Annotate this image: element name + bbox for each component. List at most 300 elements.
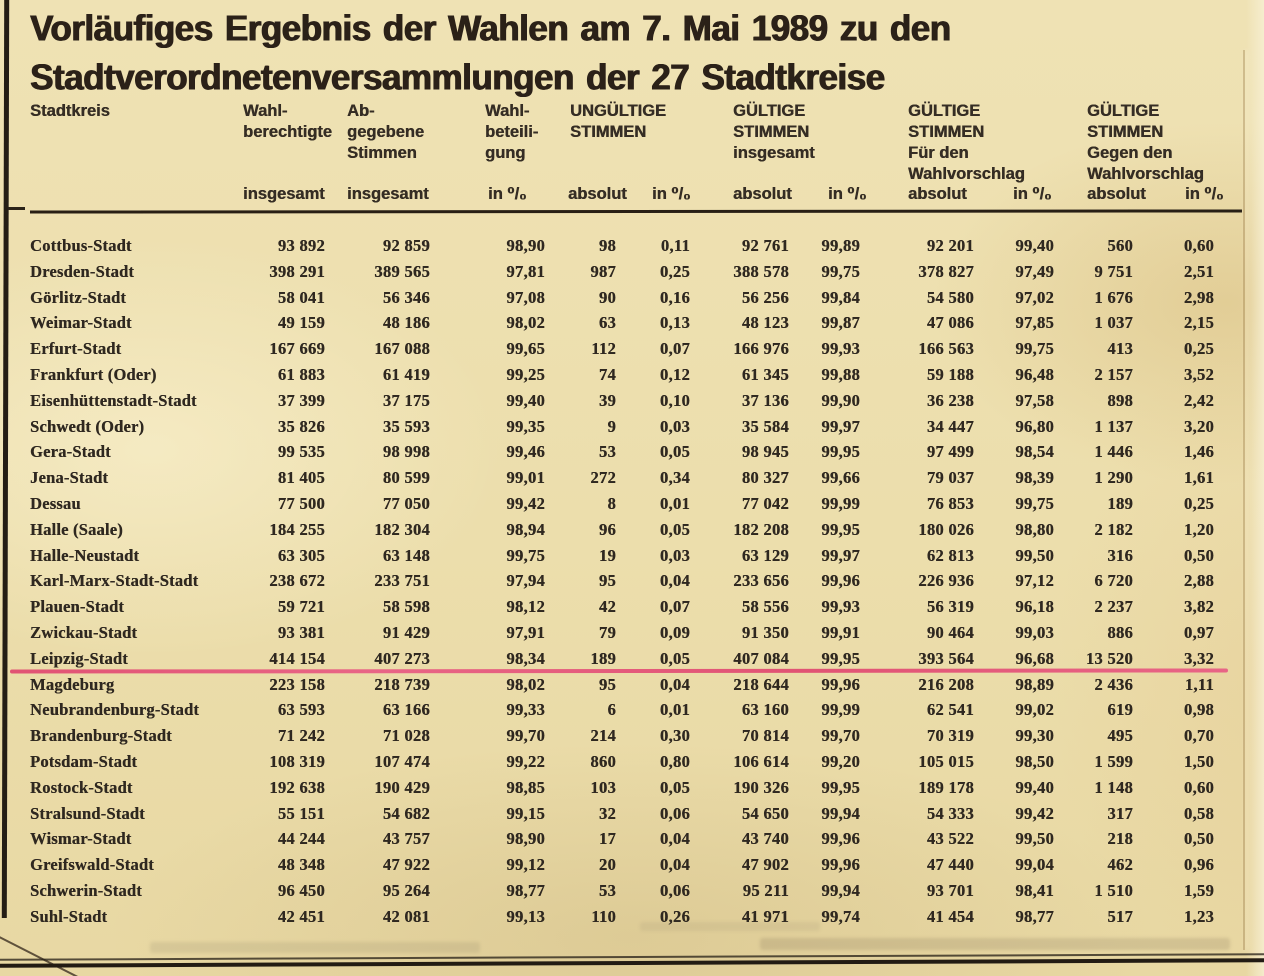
value-cell: 2,88 [1183, 571, 1214, 591]
headline-line1: Vorläufiges Ergebnis der Wahlen am 7. Mai 1989 zu den [30, 8, 951, 49]
value-cell: 99,88 [821, 364, 860, 384]
value-cell: 37 136 [741, 390, 789, 410]
table-row [30, 826, 1216, 852]
value-cell: 97,02 [1015, 287, 1054, 307]
value-cell: 63 160 [741, 700, 789, 720]
value-cell: 99,95 [821, 777, 860, 797]
value-cell: 96,48 [1015, 364, 1054, 384]
table-row [30, 543, 1216, 569]
value-cell: 3,52 [1183, 364, 1214, 384]
value-cell: 407 084 [733, 648, 789, 668]
value-cell: 99,70 [821, 726, 860, 746]
value-cell: 189 178 [918, 777, 974, 797]
value-cell: 92 201 [926, 236, 974, 255]
value-cell: 42 081 [382, 906, 430, 926]
table-row [30, 646, 1216, 672]
value-cell: 97,94 [506, 571, 545, 591]
value-cell: 2,51 [1183, 261, 1214, 281]
subheader-in-prozent-2: in ⁰/₀ [652, 185, 691, 203]
stadtkreis-cell: Frankfurt (Oder) [30, 364, 157, 384]
value-cell: 81 405 [277, 468, 325, 488]
table-row [30, 620, 1216, 646]
value-cell: 58 041 [277, 287, 325, 307]
value-cell: 96 [598, 519, 616, 539]
value-cell: 0,04 [659, 855, 690, 875]
value-cell: 63 166 [382, 700, 430, 720]
table-rows [30, 233, 1216, 930]
value-cell: 6 720 [1094, 571, 1133, 591]
value-cell: 3,82 [1183, 597, 1214, 617]
table-row [30, 672, 1216, 698]
value-cell: 61 883 [277, 364, 325, 384]
table-row [30, 852, 1216, 878]
value-cell: 91 429 [382, 622, 430, 642]
value-cell: 0,34 [659, 468, 690, 488]
value-cell: 223 158 [269, 674, 325, 694]
value-cell: 99,94 [821, 803, 860, 823]
value-cell: 70 319 [926, 726, 974, 746]
value-cell: 0,70 [1183, 726, 1214, 746]
value-cell: 99,70 [506, 726, 545, 746]
stadtkreis-cell: Dessau [30, 493, 81, 513]
value-cell: 99,50 [1015, 829, 1054, 849]
value-cell: 3,20 [1183, 416, 1214, 436]
stadtkreis-cell: Halle (Saale) [30, 519, 123, 539]
value-cell: 99,96 [821, 571, 860, 591]
table-row [30, 336, 1216, 362]
value-cell: 97,85 [1015, 313, 1054, 333]
value-cell: 63 593 [277, 700, 325, 720]
value-cell: 1,50 [1183, 751, 1214, 771]
table-row [30, 904, 1216, 930]
table-row [30, 568, 1216, 594]
value-cell: 413 [1107, 339, 1133, 359]
value-cell: 1 148 [1094, 777, 1133, 797]
value-cell: 226 936 [918, 571, 974, 591]
value-cell: 0,25 [1183, 493, 1214, 513]
stadtkreis-cell: Halle-Neustadt [30, 545, 140, 565]
value-cell: 92 859 [382, 236, 430, 255]
value-cell: 99,20 [821, 751, 860, 771]
value-cell: 98,50 [1015, 751, 1054, 771]
value-cell: 886 [1107, 622, 1133, 642]
value-cell: 1 676 [1094, 287, 1133, 307]
value-cell: 0,04 [659, 829, 690, 849]
value-cell: 95 [598, 674, 616, 694]
value-cell: 99,75 [821, 261, 860, 281]
value-cell: 99,02 [1015, 700, 1054, 720]
value-cell: 35 584 [741, 416, 789, 436]
value-cell: 0,58 [1183, 803, 1214, 823]
value-cell: 77 500 [277, 493, 325, 513]
value-cell: 98,85 [506, 777, 545, 797]
value-cell: 99,96 [821, 674, 860, 694]
value-cell: 99,03 [1015, 622, 1054, 642]
value-cell: 233 656 [733, 571, 789, 591]
value-cell: 47 440 [926, 855, 974, 875]
stadtkreis-cell: Schwedt (Oder) [30, 416, 145, 436]
value-cell: 0,98 [1183, 700, 1214, 720]
value-cell: 99,25 [506, 364, 545, 384]
value-cell: 1,23 [1183, 906, 1214, 926]
value-cell: 93 381 [277, 622, 325, 642]
value-cell: 462 [1107, 855, 1133, 875]
value-cell: 99,75 [1015, 339, 1054, 359]
value-cell: 0,04 [659, 674, 690, 694]
value-cell: 0,16 [659, 287, 690, 307]
table-row [30, 259, 1216, 285]
value-cell: 98,90 [506, 829, 545, 849]
value-cell: 560 [1107, 236, 1133, 255]
value-cell: 987 [590, 261, 616, 281]
table-row [30, 310, 1216, 336]
value-cell: 0,03 [659, 545, 690, 565]
value-cell: 1 137 [1094, 416, 1133, 436]
table-row [30, 878, 1216, 904]
value-cell: 99,12 [506, 855, 545, 875]
stadtkreis-cell: Eisenhüttenstadt-Stadt [30, 390, 197, 410]
value-cell: 47 922 [382, 855, 430, 875]
value-cell: 17 [598, 829, 616, 849]
stadtkreis-cell: Rostock-Stadt [30, 777, 133, 797]
value-cell: 79 [598, 622, 616, 642]
value-cell: 0,26 [659, 906, 690, 926]
stadtkreis-cell: Greifswald-Stadt [30, 855, 154, 875]
value-cell: 98,39 [1015, 468, 1054, 488]
value-cell: 0,06 [659, 803, 690, 823]
value-cell: 44 244 [277, 829, 325, 849]
table-row [30, 465, 1216, 491]
value-cell: 79 037 [926, 468, 974, 488]
value-cell: 2 182 [1094, 519, 1133, 539]
value-cell: 95 [598, 571, 616, 591]
value-cell: 63 148 [382, 545, 430, 565]
value-cell: 53 [598, 442, 616, 462]
value-cell: 49 159 [277, 313, 325, 333]
stadtkreis-cell: Erfurt-Stadt [30, 339, 122, 359]
value-cell: 106 614 [733, 751, 789, 771]
value-cell: 97 499 [926, 442, 974, 462]
table-row [30, 775, 1216, 801]
stadtkreis-cell: Weimar-Stadt [30, 313, 132, 333]
value-cell: 47 086 [926, 313, 974, 333]
value-cell: 62 541 [926, 700, 974, 720]
value-cell: 41 971 [741, 906, 789, 926]
table-row [30, 414, 1216, 440]
value-cell: 99,13 [506, 906, 545, 926]
value-cell: 99,97 [821, 416, 860, 436]
value-cell: 105 015 [918, 751, 974, 771]
subheader-absolut-3: absolut [908, 185, 967, 203]
value-cell: 110 [591, 906, 616, 926]
value-cell: 54 650 [741, 803, 789, 823]
value-cell: 0,05 [659, 648, 690, 668]
value-cell: 98 [598, 236, 616, 255]
value-cell: 99,91 [821, 622, 860, 642]
value-cell: 54 682 [382, 803, 430, 823]
value-cell: 97,91 [506, 622, 545, 642]
subheader-in-prozent-5: in ⁰/₀ [1185, 185, 1224, 203]
value-cell: 3,32 [1183, 648, 1214, 668]
page-edge [1246, 0, 1264, 976]
stadtkreis-cell: Magdeburg [30, 674, 115, 694]
value-cell: 99,96 [821, 829, 860, 849]
value-cell: 619 [1107, 700, 1133, 720]
subheader-absolut-4: absolut [1087, 185, 1146, 203]
header-rule [30, 209, 1242, 213]
stadtkreis-cell: Neubrandenburg-Stadt [30, 700, 200, 720]
value-cell: 898 [1107, 390, 1133, 410]
value-cell: 99,95 [821, 519, 860, 539]
value-cell: 0,04 [659, 571, 690, 591]
value-cell: 37 399 [277, 390, 325, 410]
value-cell: 42 [598, 597, 616, 617]
value-cell: 1 037 [1094, 313, 1133, 333]
value-cell: 0,05 [659, 442, 690, 462]
value-cell: 378 827 [918, 261, 974, 281]
value-cell: 189 [1107, 493, 1133, 513]
value-cell: 98 998 [382, 442, 430, 462]
subheader-in-prozent-3: in ⁰/₀ [828, 185, 867, 203]
value-cell: 95 211 [742, 880, 789, 900]
value-cell: 2 436 [1094, 674, 1133, 694]
value-cell: 2,42 [1183, 390, 1214, 410]
value-cell: 93 701 [926, 880, 974, 900]
subheader-insgesamt-1: insgesamt [243, 185, 325, 203]
value-cell: 71 028 [382, 726, 430, 746]
value-cell: 98,54 [1015, 442, 1054, 462]
value-cell: 93 892 [277, 236, 325, 255]
value-cell: 182 304 [374, 519, 430, 539]
value-cell: 77 050 [382, 493, 430, 513]
value-cell: 80 599 [382, 468, 430, 488]
value-cell: 99,35 [506, 416, 545, 436]
print-bleedthrough [640, 922, 820, 931]
value-cell: 1 446 [1094, 442, 1133, 462]
print-bleedthrough [150, 942, 480, 953]
value-cell: 107 474 [374, 751, 430, 771]
stadtkreis-cell: Stralsund-Stadt [30, 803, 145, 823]
value-cell: 99,75 [1015, 493, 1054, 513]
value-cell: 98,77 [506, 880, 545, 900]
table-row [30, 439, 1216, 465]
value-cell: 61 345 [741, 364, 789, 384]
value-cell: 90 [598, 287, 616, 307]
value-cell: 1,46 [1183, 442, 1214, 462]
value-cell: 97,58 [1015, 390, 1054, 410]
value-cell: 166 976 [733, 339, 789, 359]
value-cell: 0,50 [1183, 829, 1214, 849]
value-cell: 0,01 [659, 493, 690, 513]
value-cell: 0,09 [659, 622, 690, 642]
col-header-stadtkreis: Stadtkreis [30, 102, 110, 120]
table-row [30, 594, 1216, 620]
value-cell: 36 238 [926, 390, 974, 410]
value-cell: 1,11 [1184, 674, 1214, 694]
value-cell: 407 273 [374, 648, 430, 668]
subheader-in-prozent-4: in ⁰/₀ [1013, 185, 1052, 203]
value-cell: 35 593 [382, 416, 430, 436]
value-cell: 99,01 [506, 468, 545, 488]
stadtkreis-cell: Suhl-Stadt [30, 906, 108, 926]
value-cell: 112 [591, 339, 616, 359]
value-cell: 166 563 [918, 339, 974, 359]
value-cell: 99,65 [506, 339, 545, 359]
subheader-in-prozent-1: in ⁰/₀ [488, 185, 527, 203]
value-cell: 99,93 [821, 339, 860, 359]
value-cell: 233 751 [374, 571, 430, 591]
col-header-abgegebene-stimmen: Ab- gegebene Stimmen [347, 102, 425, 162]
value-cell: 388 578 [733, 261, 789, 281]
value-cell: 192 638 [269, 777, 325, 797]
value-cell: 39 [598, 390, 616, 410]
value-cell: 99,93 [821, 597, 860, 617]
table-row [30, 749, 1216, 775]
value-cell: 1,59 [1183, 880, 1214, 900]
value-cell: 2 237 [1094, 597, 1133, 617]
value-cell: 35 826 [277, 416, 325, 436]
value-cell: 58 598 [382, 597, 430, 617]
value-cell: 393 564 [918, 648, 974, 668]
value-cell: 48 123 [741, 313, 789, 333]
value-cell: 182 208 [733, 519, 789, 539]
value-cell: 1 599 [1094, 751, 1133, 771]
value-cell: 0,01 [659, 700, 690, 720]
value-cell: 63 [598, 313, 616, 333]
value-cell: 13 520 [1085, 648, 1133, 668]
value-cell: 99,30 [1015, 726, 1054, 746]
value-cell: 317 [1107, 803, 1133, 823]
value-cell: 0,13 [659, 313, 690, 333]
value-cell: 190 326 [733, 777, 789, 797]
value-cell: 99,94 [821, 880, 860, 900]
value-cell: 2,98 [1183, 287, 1214, 307]
value-cell: 99,42 [506, 493, 545, 513]
value-cell: 218 644 [733, 674, 789, 694]
value-cell: 62 813 [926, 545, 974, 565]
value-cell: 0,11 [660, 236, 690, 255]
value-cell: 98,02 [506, 674, 545, 694]
value-cell: 0,07 [659, 339, 690, 359]
value-cell: 76 853 [926, 493, 974, 513]
stadtkreis-cell: Leipzig-Stadt [30, 648, 128, 668]
value-cell: 99,50 [1015, 545, 1054, 565]
value-cell: 99,99 [821, 700, 860, 720]
value-cell: 2 157 [1094, 364, 1133, 384]
value-cell: 99,46 [506, 442, 545, 462]
stadtkreis-cell: Karl-Marx-Stadt-Stadt [30, 571, 199, 591]
value-cell: 0,06 [659, 880, 690, 900]
value-cell: 43 522 [926, 829, 974, 849]
value-cell: 99,96 [821, 855, 860, 875]
table-row [30, 723, 1216, 749]
value-cell: 91 350 [741, 622, 789, 642]
value-cell: 184 255 [269, 519, 325, 539]
value-cell: 0,97 [1183, 622, 1214, 642]
value-cell: 98,02 [506, 313, 545, 333]
value-cell: 1,61 [1183, 468, 1214, 488]
col-header-gueltige-stimmen-insgesamt: GÜLTIGE STIMMEN insgesamt [733, 102, 815, 162]
value-cell: 96,68 [1015, 648, 1054, 668]
value-cell: 99,75 [506, 545, 545, 565]
stadtkreis-cell: Gera-Stadt [30, 442, 111, 462]
value-cell: 20 [598, 855, 616, 875]
value-cell: 96,18 [1015, 597, 1054, 617]
stadtkreis-cell: Jena-Stadt [30, 468, 109, 488]
table-row [30, 362, 1216, 388]
value-cell: 58 556 [741, 597, 789, 617]
value-cell: 47 902 [741, 855, 789, 875]
value-cell: 48 348 [277, 855, 325, 875]
value-cell: 414 154 [269, 648, 325, 668]
value-cell: 99,15 [506, 803, 545, 823]
value-cell: 56 256 [741, 287, 789, 307]
stadtkreis-cell: Dresden-Stadt [30, 261, 135, 281]
value-cell: 43 757 [382, 829, 430, 849]
value-cell: 59 721 [277, 597, 325, 617]
value-cell: 0,50 [1183, 545, 1214, 565]
subheader-absolut-2: absolut [733, 185, 792, 203]
value-cell: 61 419 [382, 364, 430, 384]
table-row [30, 388, 1216, 414]
col-header-gueltige-stimmen-gegen: GÜLTIGE STIMMEN Gegen den Wahlvorschlag [1087, 102, 1204, 183]
value-cell: 0,60 [1183, 777, 1214, 797]
value-cell: 167 088 [374, 339, 430, 359]
value-cell: 98,80 [1015, 519, 1054, 539]
value-cell: 43 740 [741, 829, 789, 849]
margin-dash [8, 207, 25, 210]
value-cell: 99,84 [821, 287, 860, 307]
value-cell: 99,97 [821, 545, 860, 565]
value-cell: 167 669 [269, 339, 325, 359]
value-cell: 53 [598, 880, 616, 900]
value-cell: 98,90 [506, 236, 545, 255]
value-cell: 0,25 [659, 261, 690, 281]
value-cell: 0,10 [659, 390, 690, 410]
value-cell: 32 [598, 803, 616, 823]
table-row [30, 801, 1216, 827]
table-row [30, 697, 1216, 723]
value-cell: 99,99 [821, 493, 860, 513]
value-cell: 63 129 [741, 545, 789, 565]
value-cell: 96 450 [277, 880, 325, 900]
value-cell: 41 454 [926, 906, 974, 926]
value-cell: 71 242 [277, 726, 325, 746]
value-cell: 56 346 [382, 287, 430, 307]
table-row [30, 517, 1216, 543]
value-cell: 389 565 [374, 261, 430, 281]
value-cell: 8 [607, 493, 616, 513]
value-cell: 9 [607, 416, 616, 436]
value-cell: 99,40 [506, 390, 545, 410]
value-cell: 0,12 [659, 364, 690, 384]
value-cell: 398 291 [269, 261, 325, 281]
value-cell: 1 290 [1094, 468, 1133, 488]
value-cell: 98,89 [1015, 674, 1054, 694]
value-cell: 103 [590, 777, 616, 797]
value-cell: 19 [598, 545, 616, 565]
value-cell: 0,80 [659, 751, 690, 771]
subheader-absolut-1: absolut [568, 185, 627, 203]
value-cell: 70 814 [741, 726, 789, 746]
value-cell: 74 [598, 364, 616, 384]
value-cell: 99,87 [821, 313, 860, 333]
col-header-wahlberechtigte: Wahl- berechtigte [243, 102, 332, 141]
value-cell: 216 208 [918, 674, 974, 694]
value-cell: 9 751 [1094, 261, 1133, 281]
stadtkreis-cell: Plauen-Stadt [30, 597, 125, 617]
table-row [30, 285, 1216, 311]
